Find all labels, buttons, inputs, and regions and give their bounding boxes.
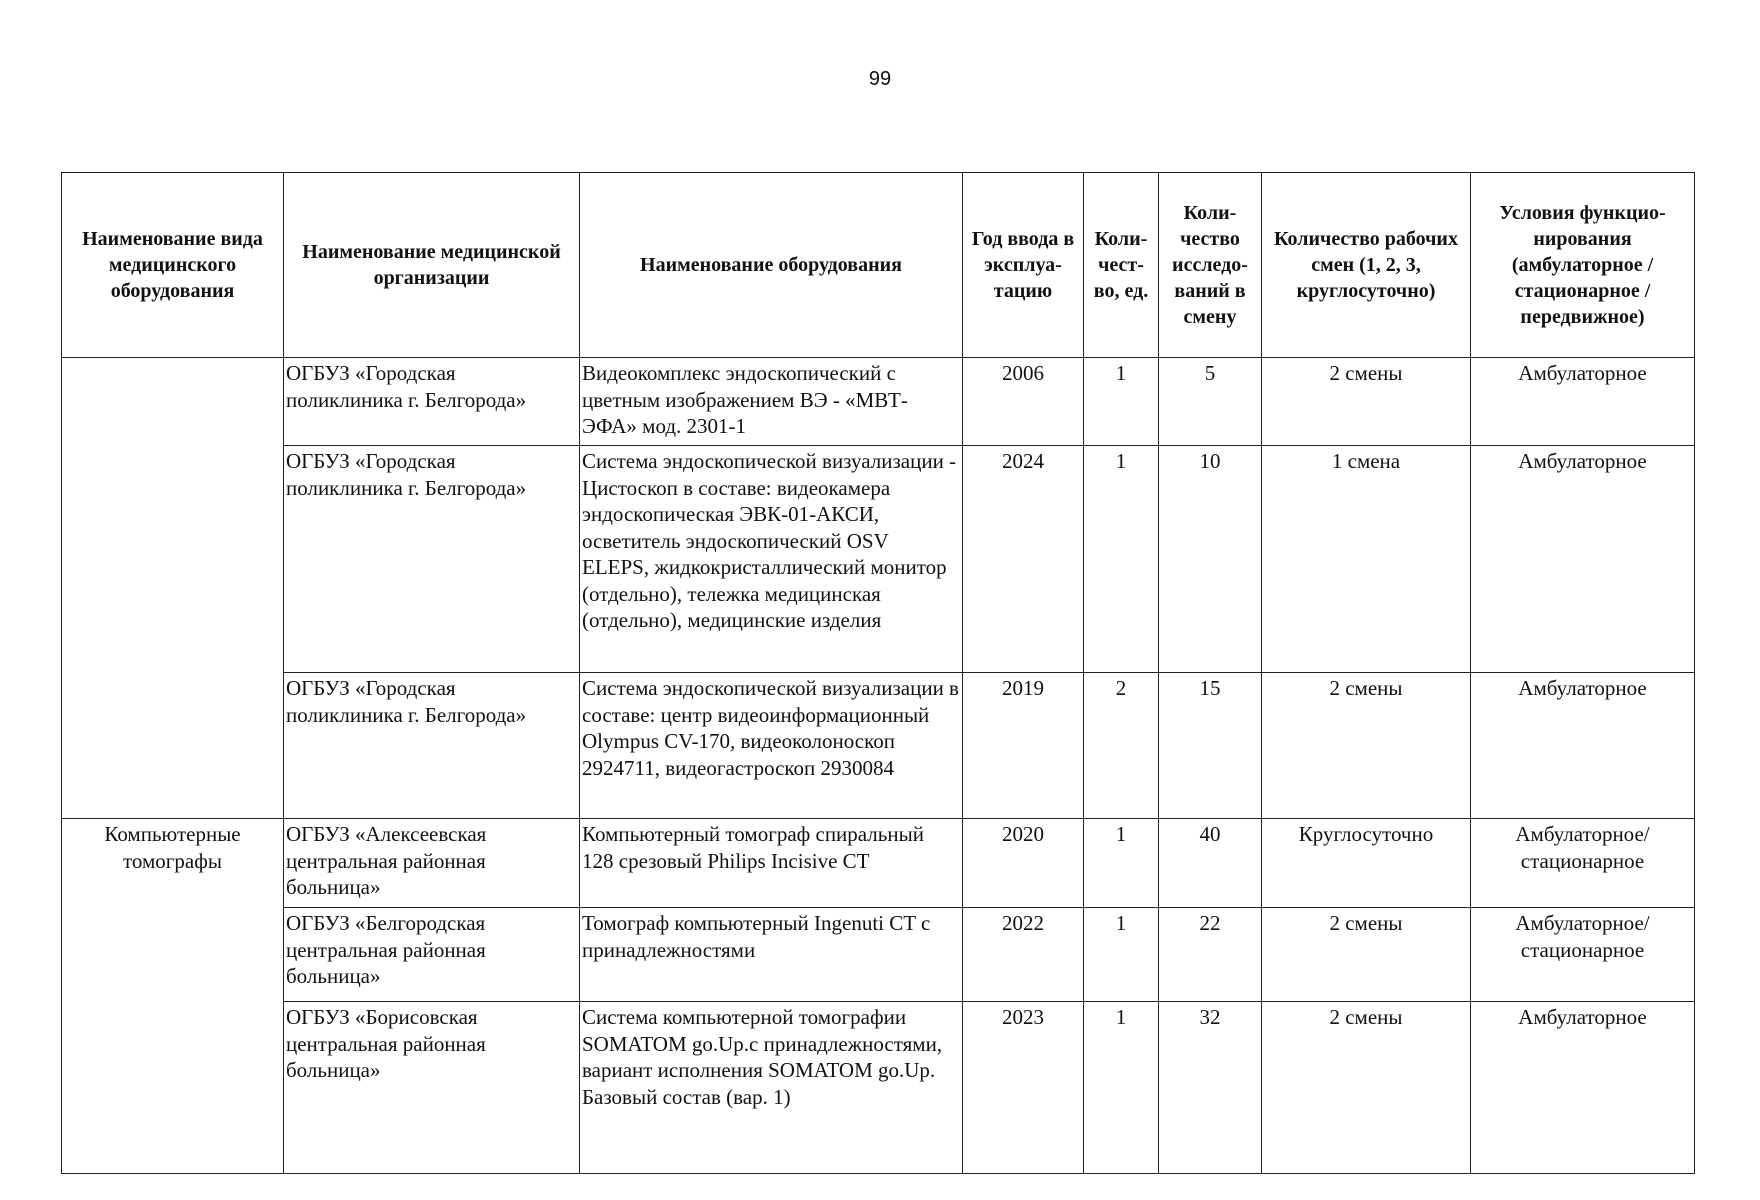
header-organization: Наименование медицинской организации <box>284 173 580 358</box>
studies-cell: 5 <box>1159 358 1262 446</box>
header-year: Год ввода в эксплуа-тацию <box>963 173 1084 358</box>
conditions-cell: Амбулаторное/ стационарное <box>1471 908 1695 1002</box>
equipment-cell: Система эндоскопической визуализации в составе: центр видеоинформационный Olympus CV-170, видеоколоноскоп 2924711, видеогастроскоп 2930084 <box>580 673 963 819</box>
quantity-cell: 1 <box>1084 819 1159 908</box>
shifts-cell: 2 смены <box>1262 1002 1471 1174</box>
studies-cell: 15 <box>1159 673 1262 819</box>
organization-cell: ОГБУЗ «Борисовская центральная районная больница» <box>284 1002 580 1174</box>
organization-cell: ОГБУЗ «Городская поликлиника г. Белгорода» <box>284 673 580 819</box>
year-cell: 2020 <box>963 819 1084 908</box>
studies-cell: 32 <box>1159 1002 1262 1174</box>
table-row <box>62 446 1695 673</box>
conditions-cell: Амбулаторное/ стационарное <box>1471 819 1695 908</box>
header-equipment-kind: Наименование вида медицинского оборудования <box>62 173 284 358</box>
equipment-table <box>61 172 1695 1174</box>
header-equipment-name: Наименование оборудования <box>580 173 963 358</box>
header-studies-per-shift: Коли-чество исследо-ваний в смену <box>1159 173 1262 358</box>
year-cell: 2022 <box>963 908 1084 1002</box>
table-header-row <box>62 173 1695 358</box>
page-number: 99 <box>868 68 892 90</box>
equipment-cell: Томограф компьютерный Ingenuti CT с принадлежностями <box>580 908 963 1002</box>
table-row <box>62 673 1695 819</box>
year-cell: 2006 <box>963 358 1084 446</box>
conditions-cell: Амбулаторное <box>1471 1002 1695 1174</box>
organization-cell: ОГБУЗ «Городская поликлиника г. Белгорода» <box>284 358 580 446</box>
header-shifts: Количество рабочих смен (1, 2, 3, круглосуточно) <box>1262 173 1471 358</box>
table-row <box>62 819 1695 908</box>
shifts-cell: Круглосуточно <box>1262 819 1471 908</box>
table-row <box>62 908 1695 1002</box>
shifts-cell: 1 смена <box>1262 446 1471 673</box>
quantity-cell: 2 <box>1084 673 1159 819</box>
header-conditions: Условия функцио-нирования (амбулаторное / стационарное / передвижное) <box>1471 173 1695 358</box>
organization-cell: ОГБУЗ «Белгородская центральная районная больница» <box>284 908 580 1002</box>
table-row <box>62 358 1695 446</box>
conditions-cell: Амбулаторное <box>1471 446 1695 673</box>
organization-cell: ОГБУЗ «Алексеевская центральная районная больница» <box>284 819 580 908</box>
quantity-cell: 1 <box>1084 908 1159 1002</box>
equipment-cell: Система эндоскопической визуализации - Цистоскоп в составе: видеокамера эндоскопическая ЭВК-01-АКСИ, осветитель эндоскопический OSV ELEPS, жидкокристаллический монитор (отдельно), тележка медицинская (отдельно), медицинские изделия <box>580 446 963 673</box>
conditions-cell: Амбулаторное <box>1471 358 1695 446</box>
studies-cell: 40 <box>1159 819 1262 908</box>
year-cell: 2023 <box>963 1002 1084 1174</box>
table-row <box>62 1002 1695 1174</box>
year-cell: 2019 <box>963 673 1084 819</box>
shifts-cell: 2 смены <box>1262 358 1471 446</box>
shifts-cell: 2 смены <box>1262 673 1471 819</box>
shifts-cell: 2 смены <box>1262 908 1471 1002</box>
quantity-cell: 1 <box>1084 358 1159 446</box>
year-cell: 2024 <box>963 446 1084 673</box>
organization-cell: ОГБУЗ «Городская поликлиника г. Белгорода» <box>284 446 580 673</box>
equipment-cell: Видеокомплекс эндоскопический с цветным изображением ВЭ - «МВТ-ЭФА» мод. 2301-1 <box>580 358 963 446</box>
equipment-kind-cell <box>62 358 284 819</box>
equipment-kind-cell: Компьютерные томографы <box>62 819 284 1174</box>
studies-cell: 22 <box>1159 908 1262 1002</box>
quantity-cell: 1 <box>1084 446 1159 673</box>
studies-cell: 10 <box>1159 446 1262 673</box>
quantity-cell: 1 <box>1084 1002 1159 1174</box>
header-quantity: Коли-чест-во, ед. <box>1084 173 1159 358</box>
equipment-cell: Система компьютерной томографии SOMATOM go.Up.c принадлежностями, вариант исполнения SOMATOM go.Up. Базовый состав (вар. 1) <box>580 1002 963 1174</box>
conditions-cell: Амбулаторное <box>1471 673 1695 819</box>
equipment-cell: Компьютерный томограф спиральный 128 срезовый Philips Incisive CT <box>580 819 963 908</box>
